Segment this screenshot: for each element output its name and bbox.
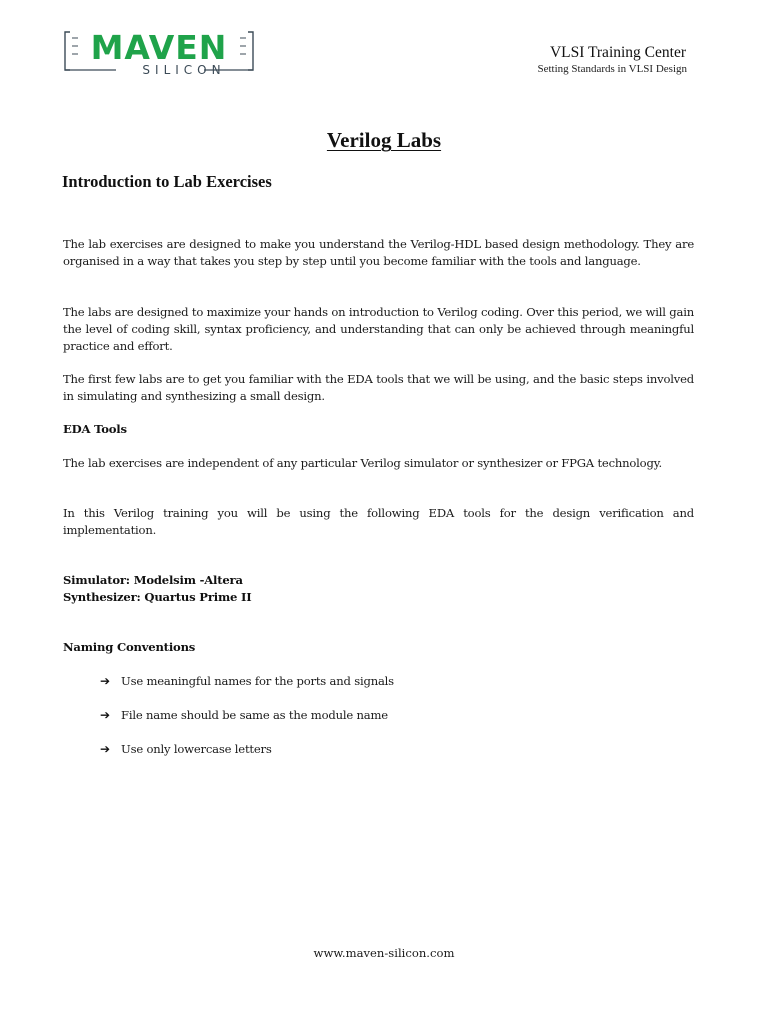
arrow-bullet-icon: ➔ xyxy=(100,708,110,722)
eda-paragraph: In this Verilog training you will be using the following EDA tools for the design verification and implementation. xyxy=(63,506,694,537)
logo-sub: SILICON xyxy=(142,63,226,76)
document-title-text: Verilog Labs xyxy=(326,128,442,152)
synthesizer-line: Synthesizer: Quartus Prime II xyxy=(63,590,252,604)
logo-graphic xyxy=(64,26,254,76)
maven-silicon-logo xyxy=(64,26,254,76)
intro-paragraph: The first few labs are to get you familiar with the EDA tools that we will be using, and the basic steps involved in simulating and synthesizing a small design. xyxy=(63,372,694,403)
list-item xyxy=(100,741,272,758)
section-heading: Introduction to Lab Exercises xyxy=(62,172,272,191)
intro-paragraph: The lab exercises are designed to make you understand the Verilog-HDL based design methodology. They are organised in a way that takes you step by step until you become familiar with the tools and language. xyxy=(63,237,694,268)
simulator-line: Simulator: Modelsim -Altera xyxy=(63,573,243,587)
header-info xyxy=(537,44,686,76)
list-item-text: File name should be same as the module name xyxy=(121,708,388,722)
eda-paragraph: The lab exercises are independent of any particular Verilog simulator or synthesizer or FPGA technology. xyxy=(63,456,662,470)
list-item xyxy=(100,707,388,724)
list-item-text: Use meaningful names for the ports and signals xyxy=(121,674,394,688)
intro-paragraph: The labs are designed to maximize your hands on introduction to Verilog coding. Over this period, we will gain the level of coding skill, syntax proficiency, and understanding that can only be achieved through meaningful practice and effort. xyxy=(63,305,694,353)
document-title xyxy=(0,127,768,153)
naming-conventions-heading: Naming Conventions xyxy=(63,640,196,654)
list-item-text: Use only lowercase letters xyxy=(121,742,272,756)
arrow-bullet-icon: ➔ xyxy=(100,742,110,756)
arrow-bullet-icon: ➔ xyxy=(100,674,110,688)
logo-word: MAVEN xyxy=(90,28,228,67)
list-item xyxy=(100,673,394,690)
header-tagline: Setting Standards in VLSI Design xyxy=(537,63,687,75)
footer-url: www.maven-silicon.com xyxy=(313,946,455,960)
header-title: VLSI Training Center xyxy=(549,44,686,61)
eda-tools-heading: EDA Tools xyxy=(63,422,127,436)
